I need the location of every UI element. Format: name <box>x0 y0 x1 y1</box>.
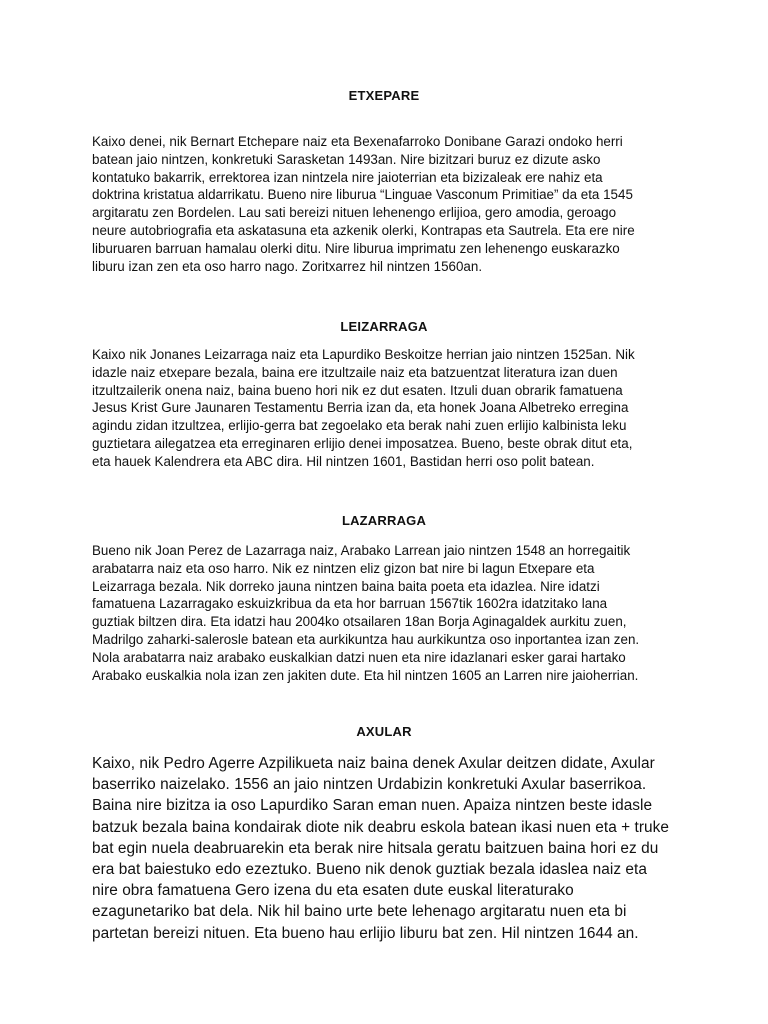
section-title-leizarraga: LEIZARRAGA <box>340 319 428 334</box>
section-title-axular: AXULAR <box>356 724 412 739</box>
section-title-etxepare: ETXEPARE <box>348 88 420 103</box>
section-body-etxepare: Kaixo denei, nik Bernart Etchepare naiz eta Bexenafarroko Donibane Garazi ondoko herri batean jaio nintzen, konkretuki Sarasketan 1493an. Nire bizitzari buruz ez dizute asko kontatuko bakarrik, errektorea izan nintzela nire jaioterrian eta bizizaleak ere nahiz eta doktrina kristatua aldarrikatu. Bueno nire liburua “Linguae Vasconum Primitiae” da eta 1545 argitaratu zen Bordelen. Lau sati bereizi nituen lehenengo erlijioa, gero amodia, geroago neure autobriografia eta askatasuna eta azkenik olerki, Kontrapas eta Sautrela. Eta ere nire liburuaren barruan hamalau olerki ditu. Nire liburua imprimatu zen lehenengo euskarazko liburu izan zen eta oso harro nago. Zoritxarrez hil nintzen 1560an. <box>92 134 635 274</box>
section-title-lazarraga: LAZARRAGA <box>341 513 427 528</box>
section-body-lazarraga: Bueno nik Joan Perez de Lazarraga naiz, Arabako Larrean jaio nintzen 1548 an horregaitik arabatarra naiz eta oso harro. Nik ez nintzen eliz gizon bat nire bi lagun Etxepare eta Leizarraga bezala. Nik dorreko jauna nintzen baina baita poeta eta idazlea. Nire idatzi famatuena Lazarragako eskuizkribua da eta hor barruan 1567tik 1602ra idatzitako lana guztiak biltzen dira. Eta idatzi hau 2004ko otsailaren 18an Borja Aginagaldek aurkitu zuen, Madrilgo zaharki-salerosle batean eta aurkikuntza hau aurkikuntza oso inportantea izan zen. Nola arabatarra naiz arabako euskalkian datzi nuen eta nire idazlanari esker garai hartako Arabako euskalkia nola izan zen jakiten dute. Eta hil nintzen 1605 an Larren nire jaioherrian. <box>92 543 640 683</box>
section-body-axular: Kaixo, nik Pedro Agerre Azpilikueta naiz baina denek Axular deitzen didate, Axular baserriko naizelako. 1556 an jaio nintzen Urdabizin konkretuki Axular baserrikoa. Baina nire bizitza ia oso Lapurdiko Saran eman nuen. Apaiza nintzen beste idasle batzuk bezala baina kondairak diote nik deabru eskola batean ikasi nuen eta + truke bat egin nuela deabruarekin eta berak nire hitsala geratu baitzuen baina hori ez du era bat baiestuko edo ezeztuko. Bueno nik denok guztiak bezala idaslea naiz eta nire obra famatuena Gero izena du eta esaten dute euskal literaturako ezagunetariko bat dela. Nik hil baino urte bete lehenago argitaratu nuen eta bi partetan bereizi nituen. Eta bueno hau erlijio liburu bat zen. Hil nintzen 1644 an. <box>92 755 669 942</box>
section-body-leizarraga: Kaixo nik Jonanes Leizarraga naiz eta Lapurdiko Beskoitze herrian jaio nintzen 1525an. Nik idazle naiz etxepare bezala, baina ere itzultzaile naiz eta batzuentzat literatura izan duen itzultzailerik onena naiz, baina bueno hori nik ez dut esaten. Itzuli duan obrarik famatuena Jesus Krist Gure Jaunaren Testamentu Berria izan da, eta honek Joana Albetreko erregina agindu zidan itzultzea, erlijio-gerra bat zegoelako eta berak nahi zuen erlijio kalbinista leku guztietara ailegatzea eta erreginaren erlijio denei imposatzea. Bueno, beste obrak ditut eta, eta hauek Kalendrera eta ABC dira. Hil nintzen 1601, Bastidan herri oso polit batean. <box>92 347 635 469</box>
